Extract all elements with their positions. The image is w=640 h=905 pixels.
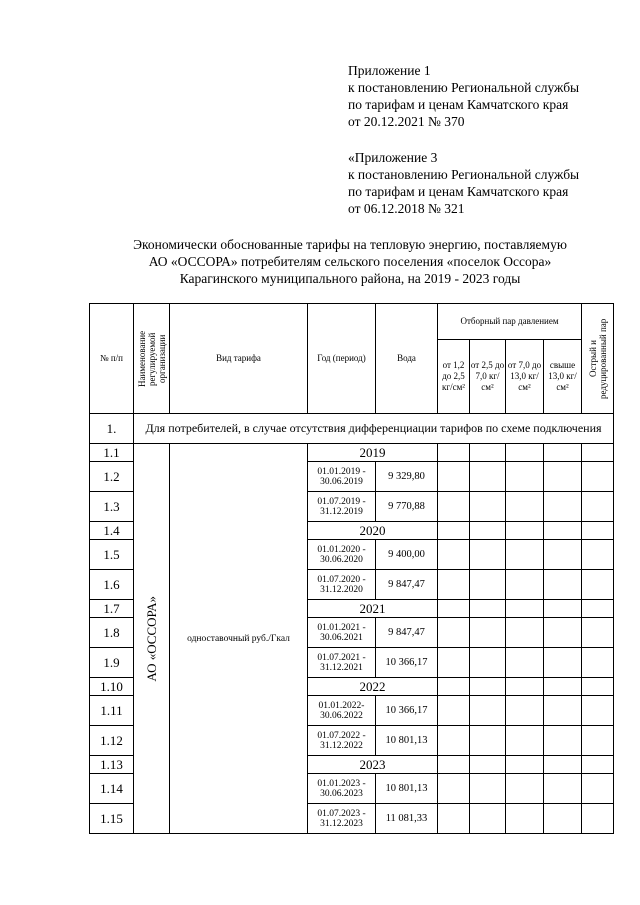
appendix-3-line: «Приложение 3 — [348, 150, 438, 165]
period-end: 30.06.2019 — [320, 476, 363, 487]
empty-cell — [544, 678, 582, 696]
empty-cell — [470, 618, 506, 648]
empty-cell — [582, 540, 614, 570]
water-tariff-value: 10 366,17 — [376, 648, 438, 678]
water-tariff-value: 9 847,47 — [376, 618, 438, 648]
empty-cell — [582, 774, 614, 804]
empty-cell — [544, 726, 582, 756]
period-cell — [308, 570, 376, 600]
empty-cell — [470, 726, 506, 756]
empty-cell — [438, 774, 470, 804]
empty-cell — [582, 648, 614, 678]
row-number: 1.9 — [90, 648, 134, 678]
empty-cell — [506, 522, 544, 540]
period-end: 31.12.2022 — [320, 740, 363, 751]
period-start: 01.07.2021 - — [317, 652, 366, 663]
period-start: 01.07.2022 - — [317, 730, 366, 741]
empty-cell — [506, 600, 544, 618]
period-start: 01.01.2019 - — [317, 466, 366, 477]
empty-cell — [470, 648, 506, 678]
year-cell: 2022 — [308, 678, 438, 696]
row-number: 1.5 — [90, 540, 134, 570]
appendix-1-header — [348, 62, 628, 130]
empty-cell — [544, 462, 582, 492]
header-p1: от 1,2 до 2,5 кг/см² — [438, 340, 470, 414]
period-cell — [308, 696, 376, 726]
empty-cell — [582, 522, 614, 540]
section-title: Для потребителей, в случае отсутствия дифференциации тарифов по схеме подключения — [134, 414, 614, 444]
empty-cell — [438, 570, 470, 600]
empty-cell — [544, 492, 582, 522]
empty-cell — [438, 756, 470, 774]
appendix-1-line: Приложение 1 — [348, 63, 431, 78]
empty-cell — [438, 696, 470, 726]
tariff-table — [89, 303, 614, 834]
empty-cell — [438, 726, 470, 756]
empty-cell — [438, 540, 470, 570]
header-p3: от 7,0 до 13,0 кг/см² — [506, 340, 544, 414]
water-tariff-value: 10 801,13 — [376, 726, 438, 756]
row-number: 1.1 — [90, 444, 134, 462]
water-tariff-value: 10 366,17 — [376, 696, 438, 726]
table-row — [90, 444, 614, 462]
water-tariff-value: 9 329,80 — [376, 462, 438, 492]
empty-cell — [582, 804, 614, 834]
header-org — [134, 304, 170, 414]
empty-cell — [470, 570, 506, 600]
header-water: Вода — [376, 304, 438, 414]
empty-cell — [470, 774, 506, 804]
empty-cell — [506, 804, 544, 834]
row-number: 1.4 — [90, 522, 134, 540]
header-sharp-text: Острый и редуцированный пар — [587, 318, 608, 399]
period-start: 01.01.2022- — [318, 700, 365, 711]
empty-cell — [506, 540, 544, 570]
empty-cell — [544, 648, 582, 678]
empty-cell — [582, 696, 614, 726]
row-number: 1.15 — [90, 804, 134, 834]
period-end: 31.12.2023 — [320, 818, 363, 829]
period-end: 31.12.2021 — [320, 662, 363, 673]
period-cell — [308, 492, 376, 522]
empty-cell — [544, 804, 582, 834]
empty-cell — [544, 540, 582, 570]
period-cell — [308, 726, 376, 756]
year-cell: 2021 — [308, 600, 438, 618]
period-end: 31.12.2020 — [320, 584, 363, 595]
header-period: Год (период) — [308, 304, 376, 414]
document-title — [60, 236, 640, 287]
empty-cell — [470, 600, 506, 618]
title-line: Карагинского муниципального района, на 2019 - 2023 годы — [179, 271, 521, 286]
header-num: № п/п — [90, 304, 134, 414]
period-start: 01.07.2019 - — [317, 496, 366, 507]
row-number: 1.3 — [90, 492, 134, 522]
empty-cell — [582, 618, 614, 648]
water-tariff-value: 10 801,13 — [376, 774, 438, 804]
empty-cell — [470, 444, 506, 462]
empty-cell — [544, 618, 582, 648]
empty-cell — [582, 444, 614, 462]
empty-cell — [582, 756, 614, 774]
empty-cell — [506, 570, 544, 600]
title-line: Экономически обоснованные тарифы на тепловую энергию, поставляемую — [133, 237, 567, 252]
row-number: 1.12 — [90, 726, 134, 756]
row-number: 1.8 — [90, 618, 134, 648]
empty-cell — [470, 492, 506, 522]
section-number: 1. — [90, 414, 134, 444]
empty-cell — [438, 600, 470, 618]
year-cell: 2020 — [308, 522, 438, 540]
period-start: 01.01.2023 - — [317, 778, 366, 789]
period-end: 30.06.2020 — [320, 554, 363, 565]
period-cell — [308, 618, 376, 648]
period-end: 30.06.2022 — [320, 710, 363, 721]
water-tariff-value: 11 081,33 — [376, 804, 438, 834]
period-cell — [308, 462, 376, 492]
empty-cell — [506, 726, 544, 756]
appendix-1-line: от 20.12.2021 № 370 — [348, 114, 465, 129]
empty-cell — [470, 804, 506, 834]
empty-cell — [470, 696, 506, 726]
empty-cell — [544, 570, 582, 600]
empty-cell — [506, 678, 544, 696]
period-cell — [308, 804, 376, 834]
empty-cell — [582, 726, 614, 756]
row-number: 1.10 — [90, 678, 134, 696]
empty-cell — [544, 522, 582, 540]
empty-cell — [438, 492, 470, 522]
water-tariff-value: 9 847,47 — [376, 570, 438, 600]
appendix-3-line: к постановлению Региональной службы — [348, 167, 580, 182]
period-start: 01.07.2020 - — [317, 574, 366, 585]
period-end: 30.06.2021 — [320, 632, 363, 643]
empty-cell — [438, 444, 470, 462]
header-sharp — [582, 304, 614, 414]
table-body — [90, 414, 614, 834]
title-line: АО «ОССОРА» потребителям сельского поселения «поселок Оссора» — [148, 254, 552, 269]
tariff-kind: одноставочный руб./Гкал — [170, 444, 308, 834]
row-number: 1.13 — [90, 756, 134, 774]
period-end: 31.12.2019 — [320, 506, 363, 517]
appendix-1-line: к постановлению Региональной службы — [348, 80, 580, 95]
header-steam: Отборный пар давлением — [438, 304, 582, 340]
row-number: 1.7 — [90, 600, 134, 618]
period-end: 30.06.2023 — [320, 788, 363, 799]
empty-cell — [470, 756, 506, 774]
appendix-3-header — [348, 149, 628, 217]
org-name: АО «ОССОРА» — [143, 595, 159, 682]
org-name-cell — [134, 444, 170, 834]
period-start: 01.07.2023 - — [317, 808, 366, 819]
header-p2: от 2,5 до 7,0 кг/см² — [470, 340, 506, 414]
period-cell — [308, 774, 376, 804]
empty-cell — [544, 696, 582, 726]
empty-cell — [470, 678, 506, 696]
period-cell — [308, 540, 376, 570]
year-cell: 2019 — [308, 444, 438, 462]
empty-cell — [582, 678, 614, 696]
empty-cell — [438, 678, 470, 696]
header-kind: Вид тарифа — [170, 304, 308, 414]
appendix-1-line: по тарифам и ценам Камчатского края — [348, 97, 569, 112]
empty-cell — [506, 444, 544, 462]
period-start: 01.01.2020 - — [317, 544, 366, 555]
empty-cell — [438, 462, 470, 492]
empty-cell — [544, 774, 582, 804]
header-p4: свыше 13,0 кг/см² — [544, 340, 582, 414]
water-tariff-value: 9 400,00 — [376, 540, 438, 570]
water-tariff-value: 9 770,88 — [376, 492, 438, 522]
period-cell — [308, 648, 376, 678]
header-org-text: Наименование регулируемой организации — [136, 330, 167, 387]
row-number: 1.6 — [90, 570, 134, 600]
appendix-3-line: по тарифам и ценам Камчатского края — [348, 184, 569, 199]
empty-cell — [506, 648, 544, 678]
empty-cell — [506, 492, 544, 522]
empty-cell — [582, 570, 614, 600]
empty-cell — [470, 462, 506, 492]
appendix-3-line: от 06.12.2018 № 321 — [348, 201, 465, 216]
row-number: 1.11 — [90, 696, 134, 726]
row-number: 1.14 — [90, 774, 134, 804]
empty-cell — [470, 540, 506, 570]
empty-cell — [438, 618, 470, 648]
empty-cell — [506, 462, 544, 492]
period-start: 01.01.2021 - — [317, 622, 366, 633]
empty-cell — [582, 600, 614, 618]
row-number: 1.2 — [90, 462, 134, 492]
empty-cell — [438, 804, 470, 834]
empty-cell — [470, 522, 506, 540]
empty-cell — [506, 756, 544, 774]
empty-cell — [582, 462, 614, 492]
empty-cell — [506, 618, 544, 648]
empty-cell — [438, 522, 470, 540]
empty-cell — [544, 600, 582, 618]
empty-cell — [544, 444, 582, 462]
empty-cell — [582, 492, 614, 522]
empty-cell — [544, 756, 582, 774]
empty-cell — [506, 774, 544, 804]
year-cell: 2023 — [308, 756, 438, 774]
empty-cell — [506, 696, 544, 726]
empty-cell — [438, 648, 470, 678]
